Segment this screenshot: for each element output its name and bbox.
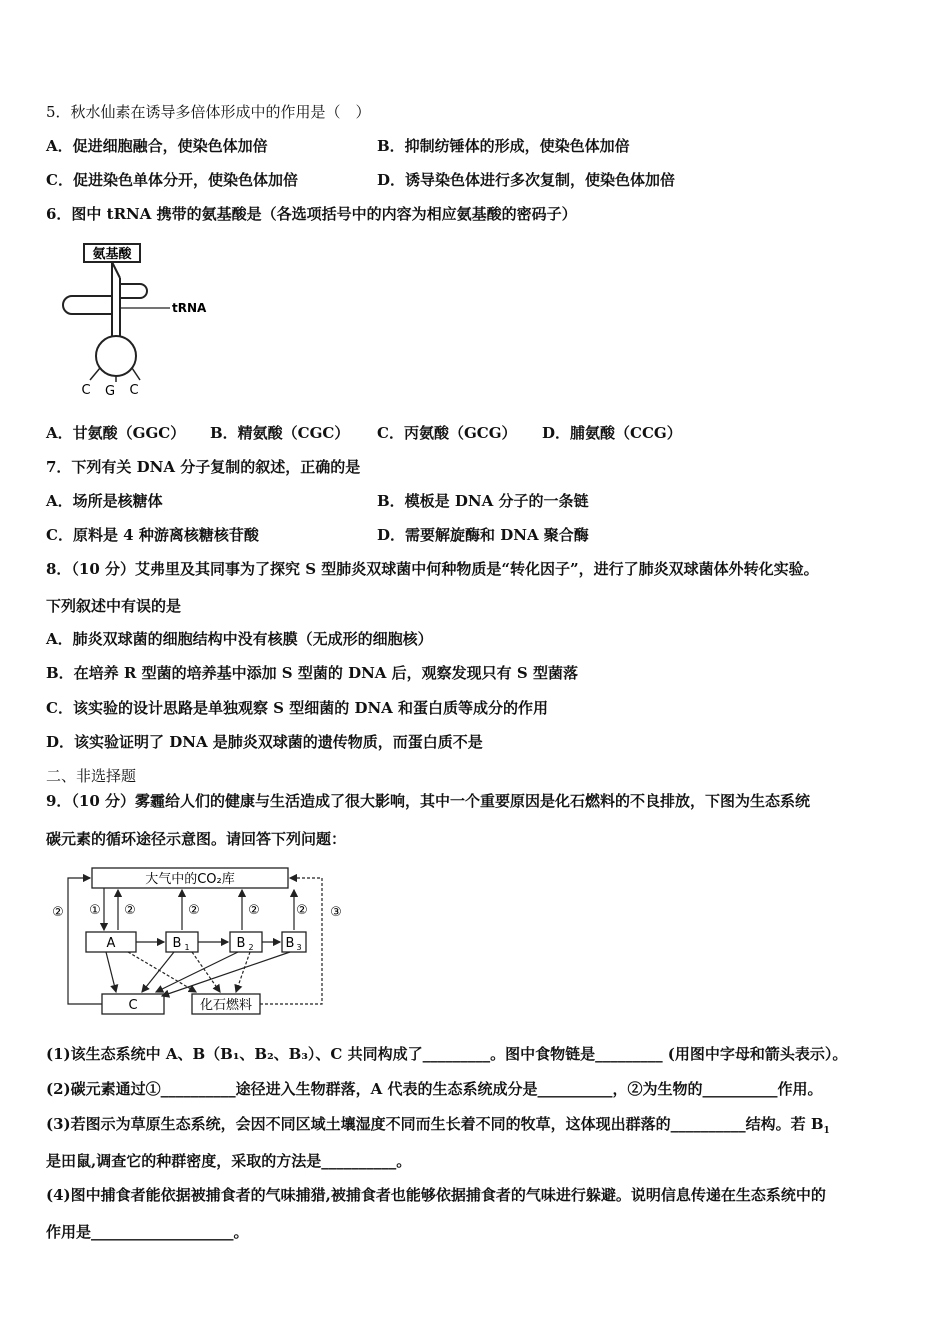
q8-stem-line2: 下列叙述中有误的是 <box>46 597 182 615</box>
q9-part-3-line1 <box>46 1114 830 1141</box>
label-3-right: ③ <box>330 905 342 920</box>
q6-option-a: A．甘氨酸（GGC） <box>46 424 186 442</box>
q7-option-b: B．模板是 DNA 分子的一条链 <box>377 492 589 510</box>
node-b1-sub: 1 <box>184 943 190 952</box>
node-b1-label: B <box>172 936 182 951</box>
q9-stem-line2: 碳元素的循环途径示意图。请回答下列问题： <box>46 830 347 848</box>
q9-part-3-text: (3)若图示为草原生态系统，会因不同区域土壤湿度不同而生长着不同的牧草，这体现出群落的__________结构。若 B <box>46 1115 824 1133</box>
label-1-a: ① <box>89 903 101 918</box>
amino-acid-label: 氨基酸 <box>92 247 132 262</box>
label-2-b1: ② <box>188 903 200 918</box>
q7-option-c: C．原料是 4 种游离核糖核苷酸 <box>46 526 259 544</box>
q8-stem-line1: 8．（10 分）艾弗里及其同事为了探究 S 型肺炎双球菌中何种物质是“转化因子”，进行了肺炎双球菌体外转化实验。 <box>46 560 819 578</box>
q6-option-c: C．丙氨酸（GCG） <box>377 424 517 442</box>
q8-option-a: A．肺炎双球菌的细胞结构中没有核膜（无成形的细胞核） <box>46 630 433 648</box>
q5-stem: 5．秋水仙素在诱导多倍体形成中的作用是（ ） <box>46 103 371 121</box>
node-b3-label: B <box>285 936 295 951</box>
carbon-cycle-figure <box>46 864 356 1020</box>
q6-stem: 6．图中 tRNA 携带的氨基酸是（各选项括号中的内容为相应氨基酸的密码子） <box>46 205 577 223</box>
q7-stem: 7．下列有关 DNA 分子复制的叙述，正确的是 <box>46 458 361 476</box>
label-2-a: ② <box>124 903 136 918</box>
co2-pool-label: 大气中的CO₂库 <box>145 872 235 887</box>
label-2-b2: ② <box>248 903 260 918</box>
q9-part-4-line1: (4)图中捕食者能依据被捕食者的气味捕猎,被捕食者也能够依据捕食者的气味进行躲避。说明信息传递在生态系统中的 <box>46 1186 826 1204</box>
q5-option-b: B．抑制纺锤体的形成，使染色体加倍 <box>377 137 630 155</box>
node-b1 <box>166 932 198 952</box>
q8-option-b: B．在培养 R 型菌的培养基中添加 S 型菌的 DNA 后，观察发现只有 S 型菌落 <box>46 664 578 682</box>
q9-part-3-line2: 是田鼠,调查它的种群密度，采取的方法是__________。 <box>46 1152 412 1170</box>
node-c-label: C <box>128 998 138 1013</box>
anticodon-base-2: G <box>104 384 116 398</box>
q9-part-4-line2: 作用是___________________。 <box>46 1223 249 1241</box>
q8-option-d: D．该实验证明了 DNA 是肺炎双球菌的遗传物质，而蛋白质不是 <box>46 733 483 751</box>
q6-option-d: D．脯氨酸（CCG） <box>542 424 682 442</box>
node-b2-sub: 2 <box>248 943 254 952</box>
q8-option-c: C．该实验的设计思路是单独观察 S 型细菌的 DNA 和蛋白质等成分的作用 <box>46 699 549 717</box>
q9-stem-line1: 9．（10 分）雾霾给人们的健康与生活造成了很大影响，其中一个重要原因是化石燃料的不良排放，下图为生态系统 <box>46 792 811 810</box>
q9-part-1: (1)该生态系统中 A、B（B₁、B₂、B₃）、C 共同构成了_________。图中食物链是_________ (用图中字母和箭头表示）。 <box>46 1045 848 1063</box>
node-b2 <box>230 932 262 952</box>
label-2-left: ② <box>52 905 64 920</box>
node-b3-sub: 3 <box>296 943 302 952</box>
node-a-label: A <box>106 936 116 951</box>
anticodon-base-3: C <box>129 383 139 398</box>
fossil-fuel-label: 化石燃料 <box>199 998 253 1013</box>
node-b2-label: B <box>236 936 246 951</box>
q7-option-a: A．场所是核糖体 <box>46 492 163 510</box>
trna-label: tRNA <box>172 301 207 315</box>
q5-option-a: A．促进细胞融合，使染色体加倍 <box>46 137 268 155</box>
section-heading: 二、非选择题 <box>46 767 137 785</box>
q6-option-b: B．精氨酸（CGC） <box>210 424 350 442</box>
trna-figure <box>60 238 230 398</box>
anticodon-base-1: C <box>81 383 91 398</box>
q5-option-c: C．促进染色单体分开，使染色体加倍 <box>46 171 298 189</box>
label-2-b3: ② <box>296 903 308 918</box>
q5-option-d: D．诱导染色体进行多次复制，使染色体加倍 <box>377 171 676 189</box>
q9-part-3-subscript: 1 <box>823 1126 830 1136</box>
q9-part-2: (2)碳元素通过①__________途径进入生物群落，A 代表的生态系统成分是__________，②为生物的__________作用。 <box>46 1080 823 1098</box>
q7-option-d: D．需要解旋酶和 DNA 聚合酶 <box>377 526 589 544</box>
